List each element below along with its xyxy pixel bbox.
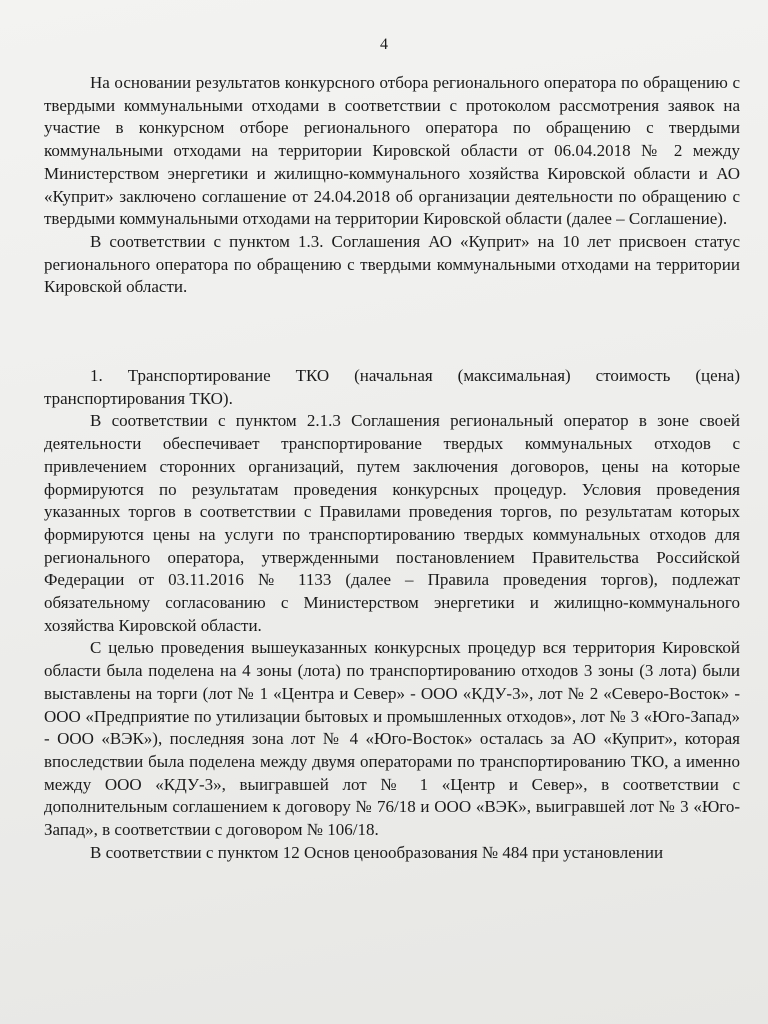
paragraph-operator-status: В соответствии с пунктом 1.3. Соглашения АО «Куприт» на 10 лет присвоен статус регионального оператора по обращению с твердыми коммунальными отходами на территории Кировской области. xyxy=(44,231,740,297)
section-gap xyxy=(44,299,740,365)
paragraph-pricing-basis: В соответствии с пунктом 12 Основ ценообразования № 484 при установлении xyxy=(90,842,664,862)
document-body xyxy=(44,72,740,865)
paragraph-agreement-basis: На основании результатов конкурсного отбора регионального оператора по обращению с твердыми коммунальными отходами в соответствии с протоколом рассмотрения заявок на участие в конкурсном отборе регионального оператора по обращению с твердыми коммунальными отходами на территории Кировской области от 06.04.2018 № 2 между Министерством энергетики и жилищно-коммунального хозяйства Кировской области и АО «Куприт» заключено соглашение от 24.04.2018 об организации деятельности по обращению с твердыми коммунальными отходами на территории Кировской области (далее – Соглашение). xyxy=(44,73,740,229)
page-number: 4 xyxy=(380,36,388,53)
paragraph-transport-conditions: В соответствии с пунктом 2.1.3 Соглашения региональный оператор в зоне своей деятельности обеспечивает транспортирование твердых коммунальных отходов с привлечением сторонних организаций, путем заключения договоров, цены на которые формируются по результатам проведения конкурсных процедур. Условия проведения указанных торгов в соответствии с Правилами проведения торгов, по результатам которых формируются цены на услуги по транспортированию твердых коммунальных отходов для регионального оператора, утвержденными постановлением Правительства Российской Федерации от 03.11.2016 № 1133 (далее – Правила проведения торгов), подлежат обязательному согласованию с Министерством энергетики и жилищно-коммунального хозяйства Кировской области. xyxy=(44,411,740,635)
section-heading: 1. Транспортирование ТКО (начальная (максимальная) стоимость (цена) транспортирования ТКО). xyxy=(44,366,740,408)
paragraph-zones-lots: С целью проведения вышеуказанных конкурсных процедур вся территория Кировской области была поделена на 4 зоны (лота) по транспортированию отходов 3 зоны (3 лота) были выставлены на торги (лот № 1 «Центра и Север» - ООО «КДУ-3», лот № 2 «Северо-Восток» - ООО «Предприятие по утилизации бытовых и промышленных отходов», лот № 3 «Юго-Запад» - ООО «ВЭК»), последняя зона лот № 4 «Юго-Восток» осталась за АО «Куприт», которая впоследствии была поделена между двумя операторами по транспортированию ТКО, а именно между ООО «КДУ-3», выигравшей лот № 1 «Центр и Север», в соответствии с дополнительным соглашением к договору № 76/18 и ООО «ВЭК», выигравшей лот № 3 «Юго-Запад», в соответствии с договором № 106/18. xyxy=(44,638,740,840)
